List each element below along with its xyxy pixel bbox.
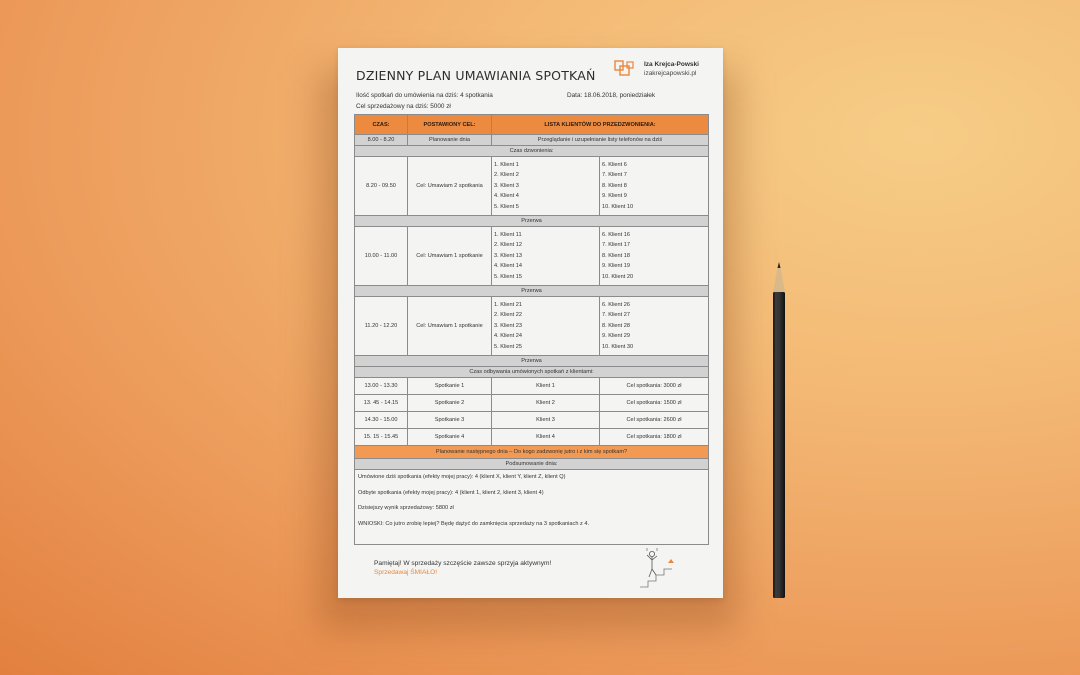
meeting-goal: Cel spotkania: 1500 zł: [600, 395, 709, 412]
meeting-row: [355, 378, 709, 395]
daily-plan-table: [354, 114, 709, 545]
list-item: 7. Klient 17: [602, 242, 630, 249]
summary-line: Dzisiejszy wynik sprzedażowy: 5800 zł: [358, 505, 454, 511]
break-row: [355, 286, 709, 297]
next-day-label: Planowanie następnego dnia – Do kogo zadzwonię jutro i z kim się spotkam?: [355, 446, 709, 459]
meeting-client: Klient 1: [492, 378, 600, 395]
call-block-row: [355, 227, 709, 286]
summary-line: Umówione dziś spotkania (efekty mojej pracy): 4 (klient X, klient Y, klient Z, klient Q): [358, 474, 566, 480]
list-item: 6. Klient 16: [602, 231, 630, 238]
meeting-client: Klient 2: [492, 395, 600, 412]
list-item: 3. Klient 23: [494, 322, 522, 329]
meeting-name: Spotkanie 3: [408, 412, 492, 429]
list-item: 7. Klient 7: [602, 172, 627, 179]
list-item: 4. Klient 14: [494, 263, 522, 270]
call-block-row: [355, 157, 709, 216]
brand-logo-icon: [614, 60, 634, 78]
meeting-client: Klient 3: [492, 412, 600, 429]
document-date: Data: 18.06.2018, poniedziałek: [567, 92, 656, 99]
header-clients: LISTA KLIENTÓW DO PRZEDZWONIENIA:: [492, 115, 709, 135]
document-sheet: [338, 48, 723, 598]
meeting-client: Klient 4: [492, 429, 600, 446]
list-item: 1. Klient 21: [494, 301, 522, 308]
client-list-right: [600, 297, 709, 356]
break-label: Przerwa: [355, 286, 709, 297]
list-item: 1. Klient 11: [494, 231, 522, 238]
planning-goal: Planowanie dnia: [408, 135, 492, 146]
footer-motto: Pamiętaj! W sprzedaży szczęście zawsze sprzyja aktywnym!: [374, 560, 552, 567]
meeting-name: Spotkanie 2: [408, 395, 492, 412]
meeting-name: Spotkanie 1: [408, 378, 492, 395]
summary-cell: [355, 470, 709, 545]
list-item: 3. Klient 3: [494, 182, 519, 189]
meetings-time-row: [355, 367, 709, 378]
planning-activity: Przeglądanie i uzupełnianie listy telefonów na dziś: [492, 135, 709, 146]
summary-line: Odbyte spotkania (efekty mojej pracy): 4 (klient 1, klient 2, klient 3, klient 4): [358, 489, 544, 496]
stairs-illustration-icon: [638, 545, 680, 589]
list-item: 5. Klient 25: [494, 343, 522, 350]
block-goal: Cel: Umawiam 2 spotkania: [408, 157, 492, 216]
client-list-right: [600, 227, 709, 286]
meeting-time: 14.30 - 15.00: [355, 412, 408, 429]
list-item: 7. Klient 27: [602, 312, 630, 319]
list-item: 2. Klient 12: [494, 242, 522, 249]
meeting-goal: Cel spotkania: 1800 zł: [600, 429, 709, 446]
list-item: 9. Klient 29: [602, 333, 630, 340]
meetings-to-book: Ilość spotkań do umówienia na dziś: 4 spotkania: [356, 92, 493, 99]
list-item: 10. Klient 30: [602, 343, 634, 350]
header-time: CZAS:: [355, 115, 408, 135]
client-list-left: [492, 297, 600, 356]
meeting-time: 13. 45 - 14.15: [355, 395, 408, 412]
planning-row: [355, 135, 709, 146]
list-item: 2. Klient 2: [494, 172, 519, 179]
meetings-time-label: Czas odbywania umówionych spotkań z klientami:: [355, 367, 709, 378]
meeting-name: Spotkanie 4: [408, 429, 492, 446]
summary-line: WNIOSKI: Co jutro zrobię lepiej? Będę dążyć do zamknięcia sprzedaży na 3 spotkaniach z 4.: [358, 520, 590, 527]
break-row: [355, 356, 709, 367]
break-label: Przerwa: [355, 356, 709, 367]
meeting-row: [355, 429, 709, 446]
document-title: DZIENNY PLAN UMAWIANIA SPOTKAŃ: [356, 68, 596, 83]
meeting-goal: Cel spotkania: 3000 zł: [600, 378, 709, 395]
list-item: 4. Klient 4: [494, 193, 519, 200]
next-day-row: [355, 446, 709, 459]
list-item: 6. Klient 26: [602, 301, 630, 308]
planning-time: 8.00 - 8.20: [355, 135, 408, 146]
list-item: 8. Klient 8: [602, 182, 627, 189]
pencil-icon: [770, 262, 788, 602]
header-goal: POSTAWIONY CEL:: [408, 115, 492, 135]
summary-label: Podsumowanie dnia:: [355, 459, 709, 470]
list-item: 5. Klient 15: [494, 273, 522, 280]
calling-time-row: [355, 146, 709, 157]
sales-goal: Cel sprzedażowy na dziś: 5000 zł: [356, 103, 451, 110]
list-item: 8. Klient 18: [602, 252, 630, 259]
meeting-goal: Cel spotkania: 2600 zł: [600, 412, 709, 429]
list-item: 8. Klient 28: [602, 322, 630, 329]
call-block-row: [355, 297, 709, 356]
meeting-row: [355, 412, 709, 429]
client-list-left: [492, 157, 600, 216]
brand-site: izakrejcapowski.pl: [644, 70, 697, 77]
list-item: 4. Klient 24: [494, 333, 522, 340]
brand: [614, 60, 714, 84]
list-item: 9. Klient 9: [602, 193, 627, 200]
client-list-right: [600, 157, 709, 216]
meeting-row: [355, 395, 709, 412]
summary-row: [355, 470, 709, 545]
summary-header-row: [355, 459, 709, 470]
break-label: Przerwa: [355, 216, 709, 227]
block-time: 11.20 - 12.20: [355, 297, 408, 356]
block-goal: Cel: Umawiam 1 spotkanie: [408, 297, 492, 356]
block-time: 10.00 - 11.00: [355, 227, 408, 286]
brand-name: Iza Krejca-Powski: [644, 61, 699, 68]
meeting-time: 15. 15 - 15.45: [355, 429, 408, 446]
list-item: 2. Klient 22: [494, 312, 522, 319]
block-time: 8.20 - 09.50: [355, 157, 408, 216]
list-item: 5. Klient 5: [494, 203, 519, 210]
meeting-time: 13.00 - 13.30: [355, 378, 408, 395]
list-item: 3. Klient 13: [494, 252, 522, 259]
footer-slogan: Sprzedawaj ŚMIAŁO!: [374, 569, 438, 576]
break-row: [355, 216, 709, 227]
list-item: 10. Klient 20: [602, 273, 634, 280]
list-item: 6. Klient 6: [602, 161, 627, 168]
list-item: 10. Klient 10: [602, 203, 634, 210]
list-item: 9. Klient 19: [602, 263, 630, 270]
list-item: 1. Klient 1: [494, 161, 519, 168]
client-list-left: [492, 227, 600, 286]
block-goal: Cel: Umawiam 1 spotkanie: [408, 227, 492, 286]
calling-time-label: Czas dzwonienia:: [355, 146, 709, 157]
table-header-row: [355, 115, 709, 135]
